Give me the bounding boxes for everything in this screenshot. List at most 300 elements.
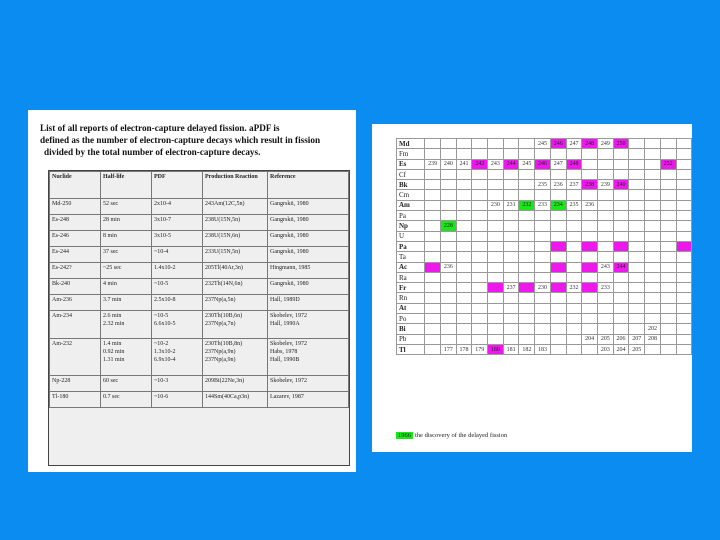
chart-cell: 248 xyxy=(582,139,598,149)
chart-cell: 236 xyxy=(440,262,456,272)
cell-line: Habs, 1978 xyxy=(270,349,298,355)
chart-cell xyxy=(676,139,691,149)
chart-cell xyxy=(550,221,566,231)
chart-cell xyxy=(519,211,535,221)
chart-cell xyxy=(660,283,676,293)
element-label: Pa xyxy=(397,211,425,221)
chart-cell xyxy=(613,200,629,210)
chart-cell xyxy=(519,272,535,282)
chart-cell xyxy=(566,169,582,179)
chart-cell xyxy=(488,314,504,324)
chart-row xyxy=(397,159,692,169)
chart-cell: 245 xyxy=(535,139,551,149)
chart-cell xyxy=(488,241,504,251)
cell-line: 2.5x10-8 xyxy=(154,297,176,303)
cell-line: 3x10-5 xyxy=(154,233,171,239)
chart-cell xyxy=(440,303,456,313)
chart-cell xyxy=(582,241,598,251)
chart-cell: 232 xyxy=(519,200,535,210)
chart-cell xyxy=(472,190,488,200)
chart-cell: 204 xyxy=(582,334,598,344)
chart-cell xyxy=(676,211,691,221)
chart-cell xyxy=(472,180,488,190)
chart-cell: 252 xyxy=(660,159,676,169)
chart-cell: 181 xyxy=(503,344,519,354)
cell-line: 52 sec xyxy=(103,201,119,207)
cell-line: 233U(15N,5n) xyxy=(205,249,241,255)
chart-row xyxy=(397,139,692,149)
chart-cell xyxy=(472,139,488,149)
chart-cell xyxy=(660,169,676,179)
chart-cell xyxy=(550,314,566,324)
cell-line: 1.4 min xyxy=(103,341,122,347)
chart-cell xyxy=(676,314,691,324)
chart-cell xyxy=(645,211,661,221)
table-row xyxy=(50,199,349,215)
cell-line: 60 sec xyxy=(103,378,119,384)
cell-ref xyxy=(268,199,349,215)
element-label: At xyxy=(397,303,425,313)
cell-reaction xyxy=(203,339,268,376)
chart-cell xyxy=(598,200,614,210)
chart-cell xyxy=(676,252,691,262)
chart-cell xyxy=(456,324,472,334)
cell-reaction xyxy=(203,376,268,392)
chart-cell xyxy=(472,303,488,313)
chart-cell xyxy=(425,334,441,344)
cell-halflife xyxy=(101,339,152,376)
chart-cell xyxy=(550,241,566,251)
chart-cell: 243 xyxy=(488,159,504,169)
cell-line: 2x10-4 xyxy=(154,201,171,207)
chart-cell: 249 xyxy=(598,139,614,149)
chart-cell xyxy=(582,293,598,303)
chart-cell xyxy=(503,252,519,262)
chart-cell xyxy=(660,344,676,354)
chart-cell xyxy=(645,262,661,272)
chart-cell xyxy=(645,252,661,262)
chart-cell xyxy=(440,324,456,334)
chart-cell xyxy=(550,324,566,334)
chart-cell xyxy=(598,293,614,303)
chart-cell xyxy=(676,180,691,190)
chart-cell xyxy=(660,303,676,313)
chart-cell xyxy=(472,221,488,231)
chart-cell xyxy=(440,169,456,179)
intro-line: divided by the total number of electron-capture decays. xyxy=(44,147,261,157)
fission-list-card xyxy=(28,110,356,472)
chart-cell xyxy=(456,272,472,282)
cell-line: 4 min xyxy=(103,281,117,287)
chart-cell xyxy=(535,262,551,272)
chart-cell xyxy=(488,180,504,190)
chart-row xyxy=(397,344,692,354)
chart-cell xyxy=(676,303,691,313)
chart-cell xyxy=(660,231,676,241)
chart-cell xyxy=(425,221,441,231)
chart-cell xyxy=(566,314,582,324)
chart-cell xyxy=(629,262,645,272)
cell-line: Gangrskii, 1980 xyxy=(270,201,309,207)
chart-cell xyxy=(645,190,661,200)
cell-pdf xyxy=(152,295,203,311)
chart-cell xyxy=(613,303,629,313)
chart-cell xyxy=(488,262,504,272)
col-pdf: PDF xyxy=(152,172,203,199)
cell-line: Gangrskii, 1980 xyxy=(270,249,309,255)
cell-reaction xyxy=(203,263,268,279)
chart-cell xyxy=(550,334,566,344)
chart-cell: 180 xyxy=(488,344,504,354)
chart-cell xyxy=(645,180,661,190)
cell-reaction xyxy=(203,392,268,408)
cell-line: Gangrskii, 1980 xyxy=(270,233,309,239)
chart-cell: 246 xyxy=(535,159,551,169)
chart-cell xyxy=(488,334,504,344)
table-header-row xyxy=(50,172,349,199)
element-label: U xyxy=(397,231,425,241)
chart-cell xyxy=(613,149,629,159)
chart-cell xyxy=(676,149,691,159)
cell-line: ~10-5 xyxy=(154,313,169,319)
table-row xyxy=(50,311,349,339)
chart-cell xyxy=(629,211,645,221)
chart-cell xyxy=(676,169,691,179)
cell-line: 1.31 min xyxy=(103,357,125,363)
cell-nuclide: Md-250 xyxy=(50,199,101,215)
chart-cell xyxy=(676,221,691,231)
chart-cell: 235 xyxy=(566,200,582,210)
chart-cell xyxy=(456,180,472,190)
chart-cell: 244 xyxy=(503,159,519,169)
cell-reaction xyxy=(203,295,268,311)
chart-cell xyxy=(472,149,488,159)
chart-cell xyxy=(660,252,676,262)
cell-ref xyxy=(268,247,349,263)
chart-cell xyxy=(613,190,629,200)
cell-reaction xyxy=(203,231,268,247)
cell-line: 230Th(10B,8n) xyxy=(205,341,243,347)
chart-cell xyxy=(676,241,691,251)
cell-pdf xyxy=(152,263,203,279)
cell-line: 238U(15N,5n) xyxy=(205,217,241,223)
chart-cell xyxy=(645,149,661,159)
chart-cell xyxy=(613,159,629,169)
table-row xyxy=(50,247,349,263)
cell-ref xyxy=(268,311,349,339)
chart-cell xyxy=(629,139,645,149)
chart-cell: 182 xyxy=(519,344,535,354)
chart-cell xyxy=(503,303,519,313)
chart-cell: 231 xyxy=(503,200,519,210)
chart-row xyxy=(397,231,692,241)
chart-cell xyxy=(519,139,535,149)
chart-cell xyxy=(598,169,614,179)
chart-cell xyxy=(519,252,535,262)
chart-cell xyxy=(488,169,504,179)
chart-cell xyxy=(582,149,598,159)
chart-cell xyxy=(613,293,629,303)
chart-cell xyxy=(582,272,598,282)
cell-line: 3.7 min xyxy=(103,297,122,303)
chart-cell xyxy=(598,241,614,251)
cell-ref xyxy=(268,339,349,376)
chart-cell: 245 xyxy=(519,159,535,169)
chart-cell xyxy=(440,190,456,200)
chart-cell: 238 xyxy=(582,180,598,190)
chart-cell xyxy=(535,169,551,179)
cell-line: ~10-5 xyxy=(154,281,169,287)
cell-line: Skobelev, 1972 xyxy=(270,378,307,384)
chart-cell xyxy=(503,149,519,159)
chart-cell xyxy=(566,241,582,251)
cell-nuclide: Es-246 xyxy=(50,231,101,247)
chart-cell xyxy=(519,293,535,303)
chart-cell xyxy=(456,314,472,324)
cell-line: 205Tl(40Ar,3n) xyxy=(205,265,243,271)
chart-row xyxy=(397,149,692,159)
cell-line: 3x10-7 xyxy=(154,217,171,223)
chart-cell xyxy=(598,303,614,313)
chart-row xyxy=(397,169,692,179)
cell-nuclide: Bk-240 xyxy=(50,279,101,295)
cell-nuclide: Es-242? xyxy=(50,263,101,279)
chart-cell: 206 xyxy=(613,334,629,344)
chart-cell xyxy=(629,221,645,231)
chart-cell xyxy=(582,169,598,179)
element-label: Cm xyxy=(397,190,425,200)
chart-cell xyxy=(535,241,551,251)
cell-ref xyxy=(268,215,349,231)
chart-cell xyxy=(440,180,456,190)
chart-cell xyxy=(503,169,519,179)
chart-cell: 203 xyxy=(598,344,614,354)
chart-cell xyxy=(629,252,645,262)
chart-cell xyxy=(550,149,566,159)
chart-cell xyxy=(550,344,566,354)
chart-cell xyxy=(613,272,629,282)
chart-cell: 239 xyxy=(598,180,614,190)
cell-line: 0.7 sec xyxy=(103,394,120,400)
cell-nuclide: Es-244 xyxy=(50,247,101,263)
chart-cell xyxy=(676,159,691,169)
chart-cell xyxy=(519,149,535,159)
chart-cell: 233 xyxy=(535,200,551,210)
chart-cell xyxy=(629,231,645,241)
chart-cell xyxy=(535,293,551,303)
chart-cell xyxy=(613,169,629,179)
cell-pdf xyxy=(152,231,203,247)
chart-row xyxy=(397,211,692,221)
chart-cell xyxy=(629,283,645,293)
chart-cell: 178 xyxy=(456,344,472,354)
chart-cell xyxy=(456,241,472,251)
element-label: Pb xyxy=(397,334,425,344)
chart-cell xyxy=(519,221,535,231)
cell-pdf xyxy=(152,279,203,295)
chart-cell xyxy=(503,272,519,282)
chart-row xyxy=(397,314,692,324)
cell-line: 6.6x10-5 xyxy=(154,321,176,327)
chart-cell: 248 xyxy=(566,159,582,169)
chart-cell xyxy=(629,169,645,179)
chart-cell xyxy=(582,221,598,231)
chart-cell xyxy=(425,211,441,221)
chart-cell: 235 xyxy=(535,180,551,190)
chart-cell xyxy=(629,324,645,334)
chart-cell: 205 xyxy=(598,334,614,344)
chart-cell xyxy=(440,149,456,159)
chart-cell xyxy=(582,314,598,324)
chart-cell xyxy=(629,200,645,210)
chart-cell xyxy=(519,314,535,324)
chart-cell xyxy=(488,293,504,303)
chart-cell xyxy=(488,283,504,293)
cell-line: 8 min xyxy=(103,233,117,239)
chart-cell xyxy=(566,211,582,221)
chart-cell xyxy=(535,324,551,334)
chart-cell xyxy=(660,272,676,282)
cell-line: 237Np(a,9n) xyxy=(205,357,236,363)
cell-line: Lazarev, 1987 xyxy=(270,394,304,400)
chart-cell xyxy=(660,200,676,210)
chart-cell xyxy=(456,334,472,344)
cell-reaction xyxy=(203,247,268,263)
chart-cell xyxy=(456,190,472,200)
chart-cell: 243 xyxy=(598,262,614,272)
cell-halflife xyxy=(101,376,152,392)
chart-cell xyxy=(629,272,645,282)
chart-cell xyxy=(550,283,566,293)
chart-cell xyxy=(440,241,456,251)
chart-cell xyxy=(535,149,551,159)
chart-cell xyxy=(676,324,691,334)
cell-line: Hall, 1990B xyxy=(270,357,300,363)
chart-legend xyxy=(396,432,507,439)
cell-halflife xyxy=(101,295,152,311)
cell-pdf xyxy=(152,339,203,376)
chart-cell xyxy=(519,334,535,344)
chart-cell: 183 xyxy=(535,344,551,354)
chart-cell xyxy=(582,344,598,354)
chart-cell xyxy=(676,293,691,303)
chart-cell xyxy=(660,221,676,231)
table-row xyxy=(50,231,349,247)
chart-cell xyxy=(425,139,441,149)
chart-cell xyxy=(598,231,614,241)
cell-ref xyxy=(268,279,349,295)
chart-cell xyxy=(582,262,598,272)
chart-cell xyxy=(613,241,629,251)
chart-row xyxy=(397,200,692,210)
chart-cell xyxy=(472,334,488,344)
chart-cell xyxy=(425,241,441,251)
chart-cell xyxy=(676,334,691,344)
element-label: Cf xyxy=(397,169,425,179)
chart-cell: 244 xyxy=(613,262,629,272)
legend-text: the discovery of the delayed fission xyxy=(415,432,508,439)
chart-cell xyxy=(550,252,566,262)
cell-line: 0.92 min xyxy=(103,349,125,355)
chart-cell xyxy=(535,221,551,231)
cell-pdf xyxy=(152,247,203,263)
chart-cell xyxy=(676,231,691,241)
chart-cell xyxy=(456,169,472,179)
chart-cell: 204 xyxy=(613,344,629,354)
cell-nuclide: Am-232 xyxy=(50,339,101,376)
chart-cell xyxy=(550,272,566,282)
chart-cell xyxy=(425,314,441,324)
table-row xyxy=(50,392,349,408)
chart-cell xyxy=(645,200,661,210)
cell-line: Hingmann, 1985 xyxy=(270,265,311,271)
cell-pdf xyxy=(152,376,203,392)
chart-cell xyxy=(566,293,582,303)
chart-cell xyxy=(456,293,472,303)
cell-nuclide: Am-234 xyxy=(50,311,101,339)
cell-halflife xyxy=(101,311,152,339)
table-row xyxy=(50,279,349,295)
chart-cell xyxy=(456,221,472,231)
chart-cell xyxy=(488,252,504,262)
chart-cell xyxy=(629,241,645,251)
element-label: Ra xyxy=(397,272,425,282)
chart-cell xyxy=(613,314,629,324)
element-label: Md xyxy=(397,139,425,149)
chart-cell xyxy=(566,252,582,262)
chart-cell xyxy=(456,200,472,210)
chart-cell xyxy=(582,283,598,293)
chart-cell xyxy=(440,272,456,282)
chart-cell xyxy=(566,221,582,231)
chart-cell xyxy=(440,231,456,241)
chart-cell xyxy=(676,200,691,210)
cell-pdf xyxy=(152,392,203,408)
chart-cell xyxy=(503,231,519,241)
chart-cell: 228 xyxy=(440,221,456,231)
chart-cell xyxy=(456,303,472,313)
chart-cell xyxy=(456,231,472,241)
chart-cell xyxy=(598,324,614,334)
chart-cell xyxy=(598,211,614,221)
chart-cell xyxy=(472,293,488,303)
element-label: Pa xyxy=(397,241,425,251)
cell-line: 144Sm(40Ca,p3n) xyxy=(205,394,250,400)
cell-halflife xyxy=(101,279,152,295)
table-row xyxy=(50,376,349,392)
nuclide-chart xyxy=(396,138,692,355)
cell-line: Skobelev, 1972 xyxy=(270,341,307,347)
element-label: Es xyxy=(397,159,425,169)
chart-cell xyxy=(488,190,504,200)
chart-cell xyxy=(550,303,566,313)
chart-cell xyxy=(519,283,535,293)
chart-cell xyxy=(598,272,614,282)
chart-cell: 177 xyxy=(440,344,456,354)
chart-cell xyxy=(503,190,519,200)
chart-cell xyxy=(503,262,519,272)
chart-cell xyxy=(613,324,629,334)
chart-cell xyxy=(503,314,519,324)
cell-line: 232Th(14N,6n) xyxy=(205,281,243,287)
chart-cell xyxy=(566,272,582,282)
chart-cell xyxy=(550,211,566,221)
chart-cell: 247 xyxy=(550,159,566,169)
cell-halflife xyxy=(101,392,152,408)
chart-cell xyxy=(519,262,535,272)
chart-cell xyxy=(488,211,504,221)
chart-cell: 230 xyxy=(488,200,504,210)
